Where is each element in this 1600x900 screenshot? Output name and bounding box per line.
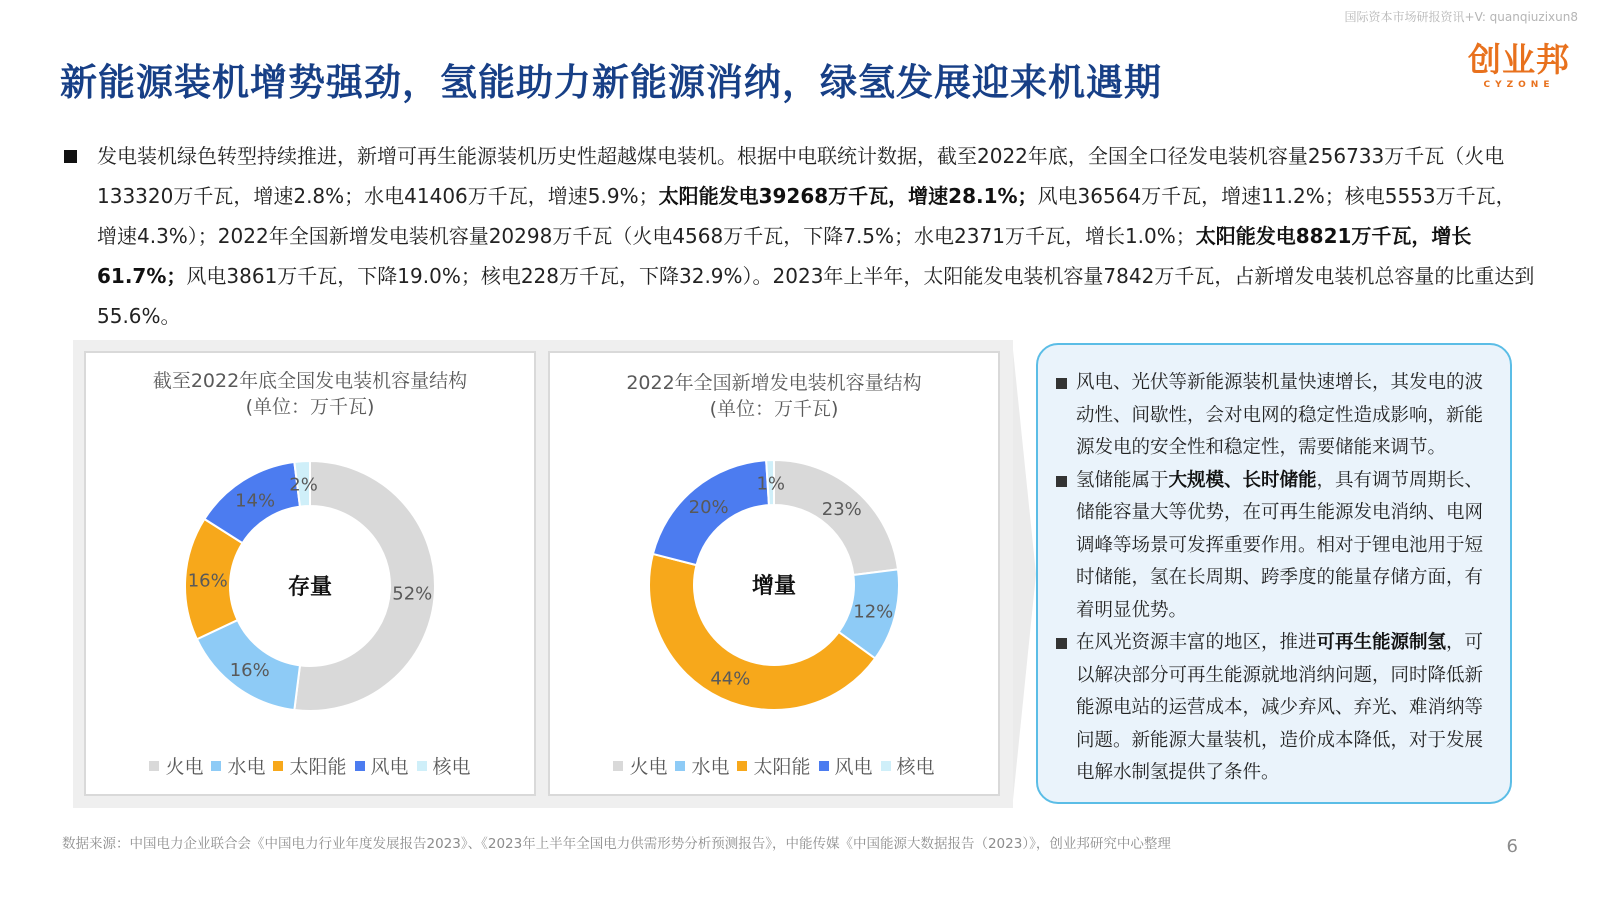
square-bullet-icon (1056, 378, 1067, 389)
legend-label: 太阳能 (289, 756, 347, 778)
insight-box (1036, 343, 1512, 804)
summary-text-part-1: 发电装机绿色转型持续推进，新增可再生能源装机历史性超越煤电装机。根据中电联统计数据，截至2022年底，全国全口径发电装机容量256733万千瓦（火电133320万千瓦，增速2.8%；水电41406万千瓦，增速5.9%； (97, 144, 1505, 208)
slice-label: 16% (229, 659, 270, 681)
summary-text-part-3: 风电3861万千瓦，下降19.0%；核电228万千瓦，下降32.9%）。2023年上半年，太阳能发电装机容量7842万千瓦，占新增发电装机总容量的比重达到55.6%。 (97, 264, 1535, 328)
slice-label: 14% (235, 490, 276, 512)
slice-label: 44% (710, 668, 751, 690)
legend-label: 风电 (834, 756, 873, 778)
legend-label: 太阳能 (753, 756, 811, 778)
slice-label: 12% (853, 601, 894, 623)
insight-text: 氢储能属于 (1076, 469, 1169, 491)
insight-text: ，可以解决部分可再生能源就地消纳问题，同时降低新能源电站的运营成本，减少弃风、弃光、难消纳等问题。新能源大量装机，造价成本降低，对于发展电解水制氢提供了条件。 (1076, 632, 1484, 783)
legend-label: 核电 (896, 756, 935, 778)
insight-item (1056, 465, 1496, 628)
insight-highlight: 大规模、长时储能 (1168, 469, 1317, 491)
legend-label: 火电 (629, 756, 668, 778)
legend-label: 火电 (165, 756, 204, 778)
summary-text-part-2: 风电36564万千瓦，增速11.2%；核电5553万千瓦，增速4.3%）；2022年全国新增发电装机容量20298万千瓦（火电4568万千瓦，下降7.5%；水电2371万千瓦，增长1.0%； (97, 184, 1516, 248)
insight-text: ，具有调节周期长、储能容量大等优势，在可再生能源发电消纳、电网调峰等场景可发挥重要作用。相对于锂电池用于短时储能，氢在长周期、跨季度的能量存储方面，有着明显优势。 (1076, 469, 1484, 621)
square-bullet-icon (1056, 638, 1067, 649)
slice-label: 52% (392, 583, 433, 605)
chart-title: 截至2022年底全国发电装机容量结构 (152, 370, 468, 392)
summary-highlight-2: 太阳能发电8821万千瓦，增长61.7%； (97, 224, 1472, 288)
insight-item (1056, 367, 1496, 465)
legend-label: 风电 (370, 756, 409, 778)
legend-label: 水电 (227, 756, 266, 778)
insight-highlight: 可再生能源制氢 (1316, 632, 1447, 653)
logo-text: 创业邦 (1468, 40, 1570, 79)
slice-label: 2% (289, 474, 318, 496)
slice-label: 1% (756, 473, 786, 495)
insight-text: 在风光资源丰富的地区，推进 (1076, 632, 1317, 653)
donut-center-label: 存量 (287, 575, 333, 600)
insight-list (1056, 367, 1496, 790)
slice-label: 23% (821, 499, 862, 521)
square-bullet-icon (1056, 476, 1067, 487)
chart-subtitle: (单位：万千瓦) (245, 396, 375, 418)
donut-center-label: 增量 (751, 574, 797, 599)
logo-subtext: CYZONE (1483, 80, 1555, 90)
slice-label: 16% (187, 570, 228, 592)
page-title: 新能源装机增势强劲，氢能助力新能源消纳，绿氢发展迎来机遇期 (60, 61, 1162, 104)
page-number: 6 (1506, 836, 1518, 857)
watermark: 国际资本市场研报资讯+V: quanqiuzixun8 (1344, 10, 1578, 24)
data-source-note: 数据来源：中国电力企业联合会《中国电力行业年度发展报告2023》、《2023年上半年全国电力供需形势分析预测报告》，中能传媒《中国能源大数据报告（2023）》，创业邦研究中心整理 (62, 836, 1171, 852)
chart-subtitle: (单位：万千瓦) (709, 398, 839, 420)
summary-highlight-1: 太阳能发电39268万千瓦，增速28.1%； (658, 184, 1038, 208)
legend-label: 核电 (432, 756, 471, 778)
insight-item (1056, 627, 1496, 790)
insight-text: 风电、光伏等新能源装机量快速增长，其发电的波动性、间歇性，会对电网的稳定性造成影响，新能源发电的安全性和稳定性，需要储能来调节。 (1076, 372, 1484, 458)
legend-label: 水电 (691, 756, 730, 778)
slice-label: 20% (688, 497, 729, 519)
chart-title: 2022年全国新增发电装机容量结构 (626, 372, 922, 394)
